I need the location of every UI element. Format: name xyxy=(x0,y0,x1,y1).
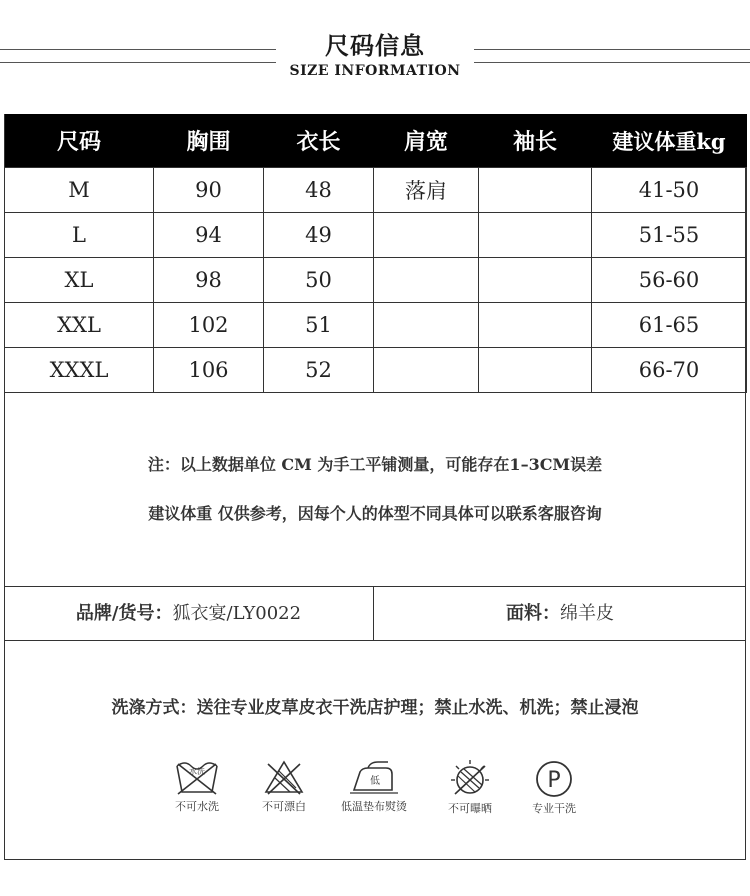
no-bleach-icon xyxy=(260,758,308,796)
table-row xyxy=(5,168,747,213)
care-symbol xyxy=(504,758,604,816)
table-cell: XXXL xyxy=(5,348,154,393)
fabric-info xyxy=(374,587,746,640)
table-cell: 56-60 xyxy=(592,258,747,303)
column-header: 胸围 xyxy=(154,114,264,168)
brand-info xyxy=(4,587,373,640)
column-header: 尺码 xyxy=(5,114,154,168)
table-cell xyxy=(479,213,592,258)
table-cell xyxy=(479,348,592,393)
weight-note: 建议体重 仅供参考，因每个人的体型不同具体可以联系客服咨询 xyxy=(148,504,602,523)
no-wash-icon xyxy=(173,758,221,796)
table-cell: 50 xyxy=(264,258,374,303)
table-cell: 52 xyxy=(264,348,374,393)
table-cell: 102 xyxy=(154,303,264,348)
care-symbol-label: 低温垫布熨烫 xyxy=(341,800,407,813)
table-cell: XL xyxy=(5,258,154,303)
table-row xyxy=(5,213,747,258)
table-cell: 落肩 xyxy=(374,168,479,213)
table-cell xyxy=(374,213,479,258)
professional-dry-clean-icon xyxy=(531,758,577,798)
care-symbol xyxy=(324,758,424,814)
table-cell xyxy=(374,348,479,393)
table-cell: 66-70 xyxy=(592,348,747,393)
no-sun-dry-icon xyxy=(445,758,495,798)
table-row xyxy=(5,348,747,393)
page-header xyxy=(0,0,750,100)
table-cell: 98 xyxy=(154,258,264,303)
table-cell: M xyxy=(5,168,154,213)
low-iron-icon xyxy=(348,758,400,796)
table-cell xyxy=(479,258,592,303)
care-symbol-label: 专业干洗 xyxy=(532,802,576,815)
table-row xyxy=(5,258,747,303)
brand-value: 狐衣宴/LY0022 xyxy=(172,603,302,624)
table-header-row xyxy=(5,114,747,168)
table-cell: 106 xyxy=(154,348,264,393)
measurement-note: 注：以上数据单位 CM 为手工平铺测量，可能存在1–3CM误差 xyxy=(147,455,603,474)
table-cell: 61-65 xyxy=(592,303,747,348)
care-symbol xyxy=(147,758,247,814)
low-iron-glyph-text: 低 xyxy=(370,776,380,787)
page-subtitle: SIZE INFORMATION xyxy=(289,63,461,79)
care-symbol-label: 不可曝晒 xyxy=(448,802,492,815)
care-symbol xyxy=(234,758,334,814)
column-header: 肩宽 xyxy=(374,114,479,168)
no-wash-glyph-text: 水洗 xyxy=(189,767,205,776)
fabric-label: 面料： xyxy=(506,603,560,624)
table-cell: 41-50 xyxy=(592,168,747,213)
table-cell: L xyxy=(5,213,154,258)
table-row xyxy=(5,303,747,348)
table-cell: 94 xyxy=(154,213,264,258)
table-cell: 48 xyxy=(264,168,374,213)
brand-label: 品牌/货号： xyxy=(75,603,173,624)
table-cell: 49 xyxy=(264,213,374,258)
table-cell xyxy=(374,303,479,348)
column-header: 衣长 xyxy=(264,114,374,168)
size-table xyxy=(4,114,747,393)
table-cell: 90 xyxy=(154,168,264,213)
table-cell xyxy=(479,168,592,213)
column-header: 袖长 xyxy=(479,114,592,168)
care-instructions: 洗涤方式：送往专业皮草皮衣干洗店护理；禁止水洗、机洗；禁止浸泡 xyxy=(111,698,639,718)
table-cell: 51-55 xyxy=(592,213,747,258)
care-symbol-label: 不可水洗 xyxy=(175,800,219,813)
table-cell xyxy=(374,258,479,303)
care-symbol-label: 不可漂白 xyxy=(262,800,306,813)
table-cell xyxy=(479,303,592,348)
column-header: 建议体重kg xyxy=(592,114,747,168)
table-cell: 51 xyxy=(264,303,374,348)
page-title: 尺码信息 xyxy=(325,31,425,60)
fabric-value: 绵羊皮 xyxy=(560,603,614,624)
divider xyxy=(4,640,746,641)
table-cell: XXL xyxy=(5,303,154,348)
dry-clean-glyph-text: P xyxy=(547,768,561,793)
